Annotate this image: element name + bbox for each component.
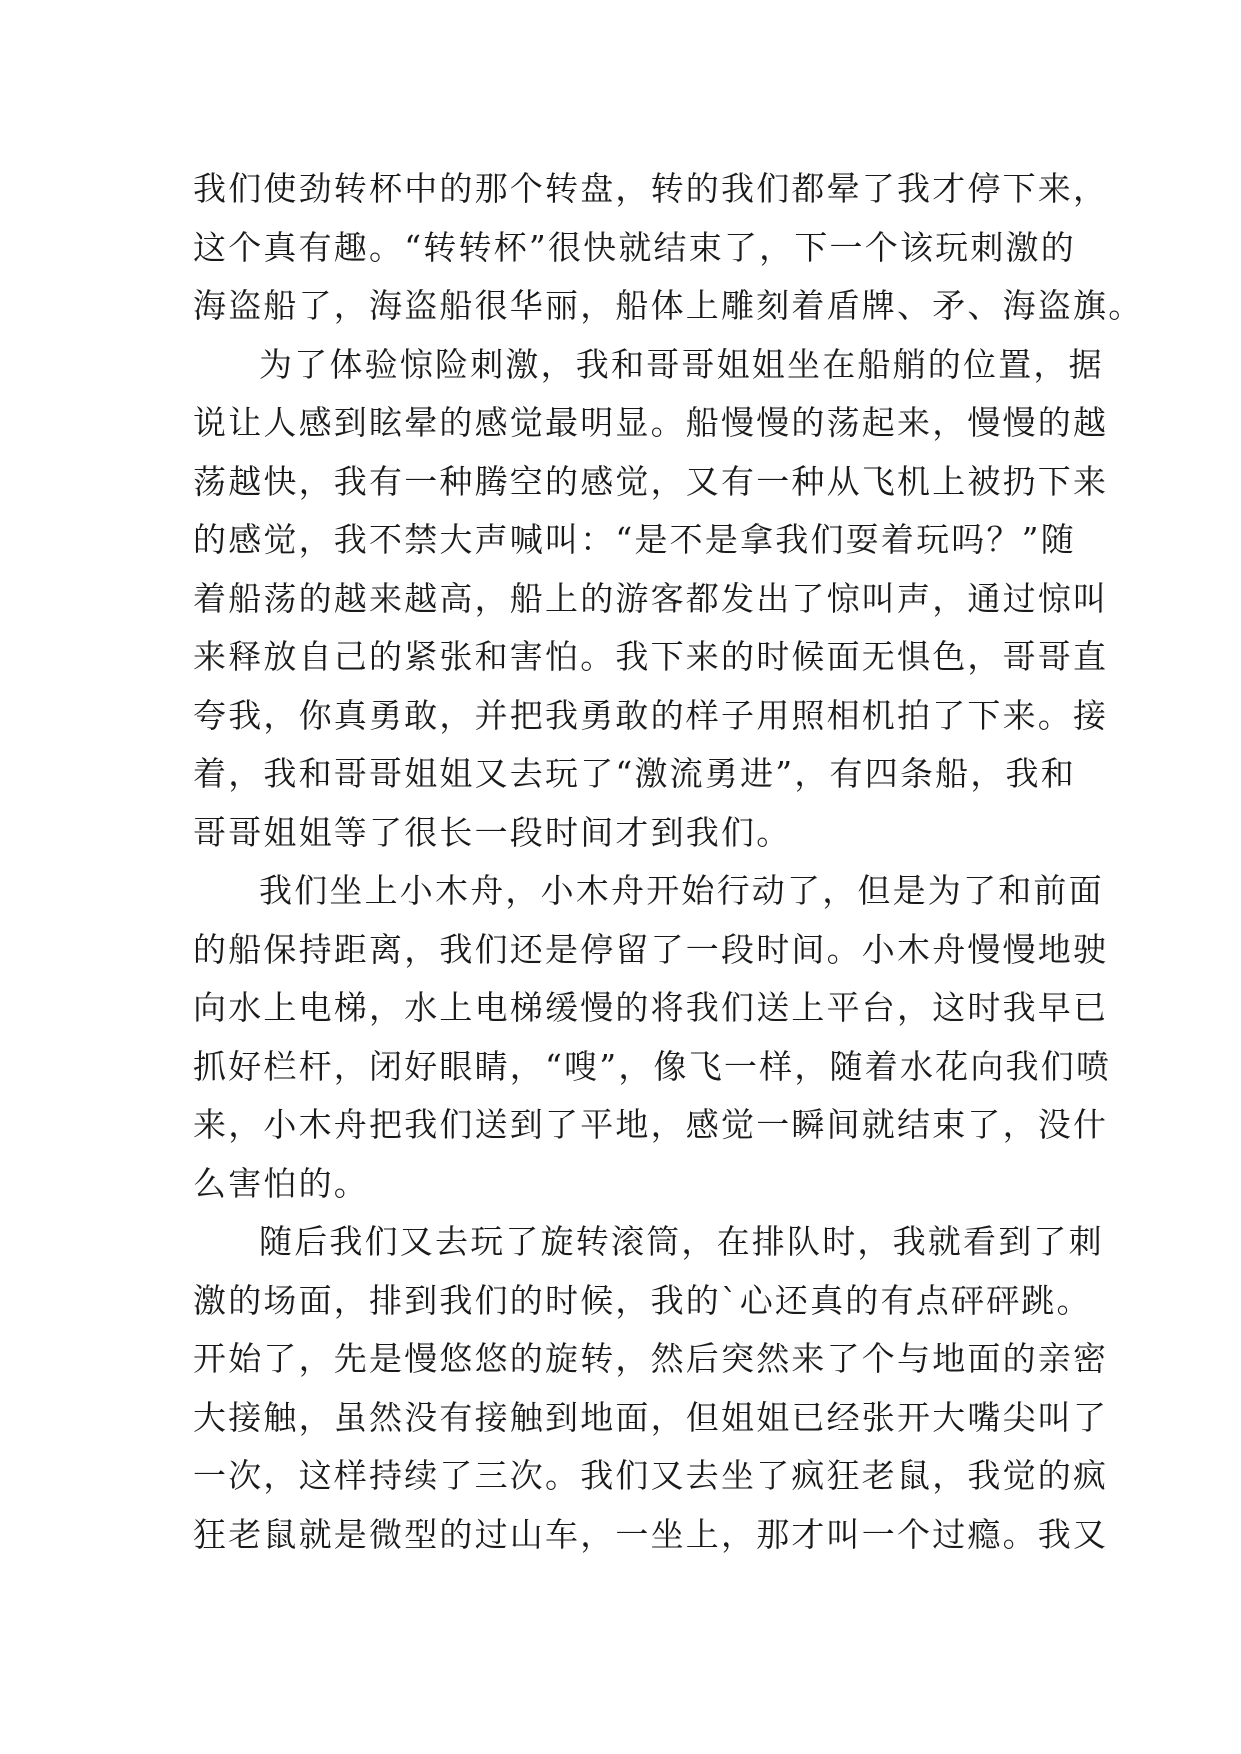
text-line: 激的场面，排到我们的时候，我的`心还真的有点砰砰跳。: [193, 1280, 1092, 1320]
paragraph-first-line: 随后我们又去玩了旋转滚筒，在排队时，我就看到了刺: [259, 1222, 1104, 1261]
body-text: [193, 160, 1144, 1564]
text-line: 海盗船了，海盗船很华丽，船体上雕刻着盾牌、矛、海盗旗。: [193, 286, 1144, 325]
text-line: 着船荡的越来越高，船上的游客都发出了惊叫声，通过惊叫: [193, 578, 1109, 618]
text-line: 我们使劲转杯中的那个转盘，转的我们都晕了我才停下来，: [193, 169, 1109, 208]
text-line: 向水上电梯，水上电梯缓慢的将我们送上平台，这时我早已: [193, 988, 1109, 1027]
paragraph-first-line: 我们坐上小木舟，小木舟开始行动了，但是为了和前面: [259, 871, 1104, 910]
text-line: 说让人感到眩晕的感觉最明显。船慢慢的荡起来，慢慢的越: [193, 403, 1109, 442]
text-line: 荡越快，我有一种腾空的感觉，又有一种从飞机上被扔下来: [193, 461, 1109, 501]
text-line: 哥哥姐姐等了很长一段时间才到我们。: [193, 812, 792, 852]
text-line: 着，我和哥哥姐姐又去玩了“激流勇进”，有四条船，我和: [193, 754, 1076, 793]
text-line: 这个真有趣。“转转杯”很快就结束了，下一个该玩刺激的: [193, 227, 1076, 267]
text-line: 狂老鼠就是微型的过山车，一坐上，那才叫一个过瘾。我又: [193, 1514, 1109, 1554]
text-line: 夸我，你真勇敢，并把我勇敢的样子用照相机拍了下来。接: [193, 695, 1109, 735]
text-line: 抓好栏杆，闭好眼睛，“嗖”，像飞一样，随着水花向我们喷: [193, 1046, 1112, 1086]
text-line: 的船保持距离，我们还是停留了一段时间。小木舟慢慢地驶: [193, 929, 1109, 969]
text-line: 开始了，先是慢悠悠的旋转，然后突然来了个与地面的亲密: [193, 1339, 1109, 1378]
text-line: 的感觉，我不禁大声喊叫：“是不是拿我们耍着玩吗？”随: [193, 520, 1076, 559]
paragraph-first-line: 为了体验惊险刺激，我和哥哥姐姐坐在船艄的位置，据: [259, 344, 1104, 384]
text-line: 来，小木舟把我们送到了平地，感觉一瞬间就结束了，没什: [193, 1105, 1109, 1144]
text-line: 一次，这样持续了三次。我们又去坐了疯狂老鼠，我觉的疯: [193, 1456, 1109, 1495]
text-line: 大接触，虽然没有接触到地面，但姐姐已经张开大嘴尖叫了: [193, 1397, 1109, 1437]
text-line: 么害怕的。: [193, 1163, 369, 1203]
text-line: 来释放自己的紧张和害怕。我下来的时候面无惧色，哥哥直: [193, 637, 1109, 676]
